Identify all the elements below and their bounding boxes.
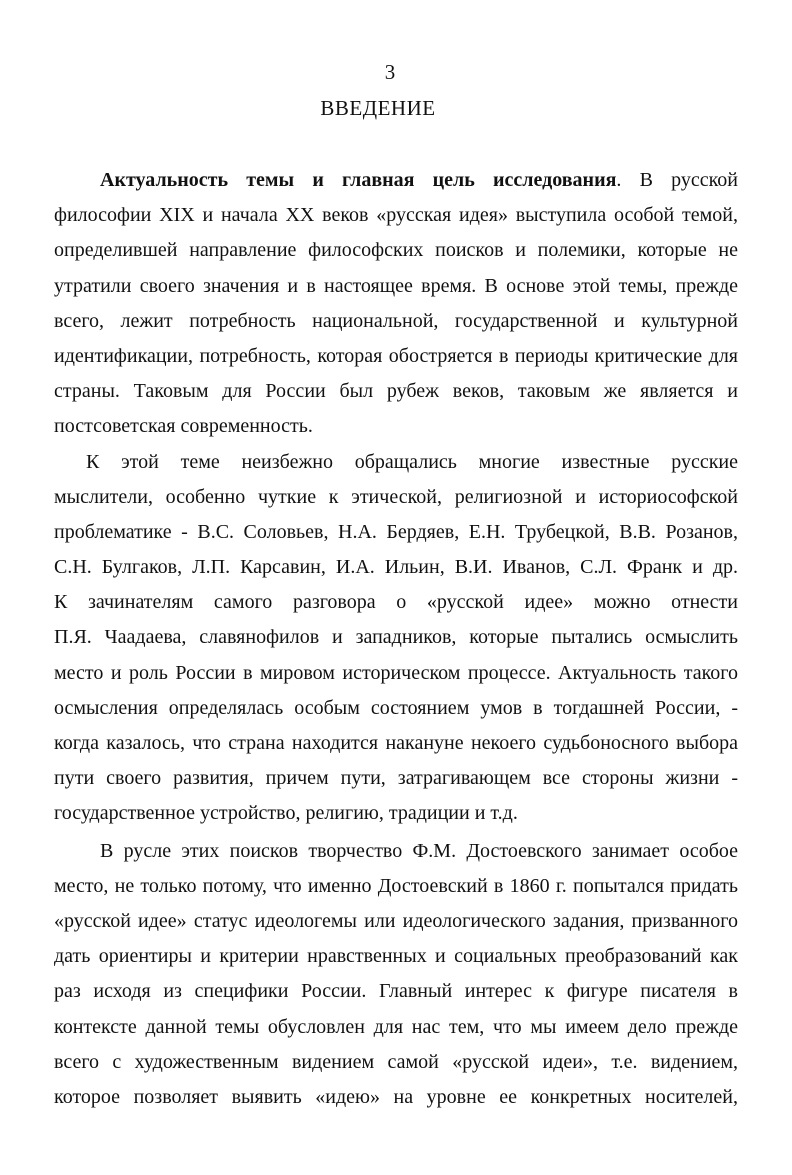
paragraph-1-line: постсоветская современность. [54, 415, 313, 438]
paragraph-2-line: мыслители, особенно чуткие к этической, религиозной и историософской [54, 485, 738, 508]
page-number: 3 [384, 60, 396, 84]
paragraph-2-line: государственное устройство, религию, традиции и т.д. [54, 802, 518, 825]
paragraph-3-line: место, не только потому, что именно Достоевский в 1860 г. попытался придать [54, 874, 738, 897]
paragraph-2-line: когда казалось, что страна находится накануне некоего судьбоносного выбора [54, 732, 738, 754]
paragraph-1-lead-bold: Актуальность темы и главная цель исследования [100, 169, 617, 191]
paragraph-1-line: утратили своего значения и в настоящее время. В основе этой темы, прежде [54, 274, 738, 297]
paragraph-2-line: проблематике - В.С. Соловьев, Н.А. Бердяев, Е.Н. Трубецкой, В.В. Розанов, [54, 520, 738, 543]
body-text [54, 163, 738, 1115]
paragraph-1-line: всего, лежит потребность национальной, государственной и культурной [54, 309, 738, 332]
paragraph-3-line: раз исходя из специфики России. Главный интерес к фигуре писателя в [54, 980, 738, 1003]
paragraph-3-line: В русле этих поисков творчество Ф.М. Достоевского занимает особое [100, 839, 738, 862]
paragraph-1-line: философии XIX и начала XX веков «русская идея» выступила особой темой, [54, 204, 738, 227]
paragraph-1-line-1 [54, 163, 738, 198]
paragraph-3-line: контексте данной темы обусловлен для нас тем, что мы имеем дело прежде [54, 1015, 738, 1038]
paragraph-2-line: П.Я. Чаадаева, славянофилов и западников, которые пытались осмыслить [54, 626, 738, 649]
paragraph-2-line: С.Н. Булгаков, Л.П. Карсавин, И.А. Ильин, В.И. Иванов, С.Л. Франк и др. [54, 556, 738, 579]
paragraph-1-line: определившей направление философских поисков и полемики, которые не [54, 239, 738, 262]
paragraph-3-line: дать ориентиры и критерии нравственных и социальных преобразований как [54, 945, 738, 968]
paragraph-2-line: осмысления определялась особым состоянием умов в тогдашней России, - [54, 696, 738, 719]
paragraph-3-line: которое позволяет выявить «идею» на уровне ее конкретных носителей, [54, 1085, 738, 1108]
paragraph-2-line: К зачинателям самого разговора о «русской идее» можно отнести [54, 591, 738, 614]
paragraph-2-line: место и роль России в мировом историческом процессе. Актуальность такого [54, 661, 738, 684]
paragraph-1-line: идентификации, потребность, которая обостряется в периоды критические для [54, 344, 738, 367]
paragraph-1-line: страны. Таковым для России был рубеж веков, таковым же является и [54, 380, 738, 403]
paragraph-3-line: «русской идее» статус идеологемы или идеологического задания, призванного [54, 909, 738, 932]
section-heading: ВВЕДЕНИЕ [320, 96, 436, 120]
paragraph-1-lead-rest: . В русской [616, 169, 738, 191]
paragraph-2-line: К этой теме неизбежно обращались многие известные русские [86, 450, 738, 473]
paragraph-3-line: всего с художественным видением самой «русской идеи», т.е. видением, [54, 1050, 738, 1073]
paragraph-2-line: пути своего развития, причем пути, затрагивающем все стороны жизни - [54, 767, 738, 790]
